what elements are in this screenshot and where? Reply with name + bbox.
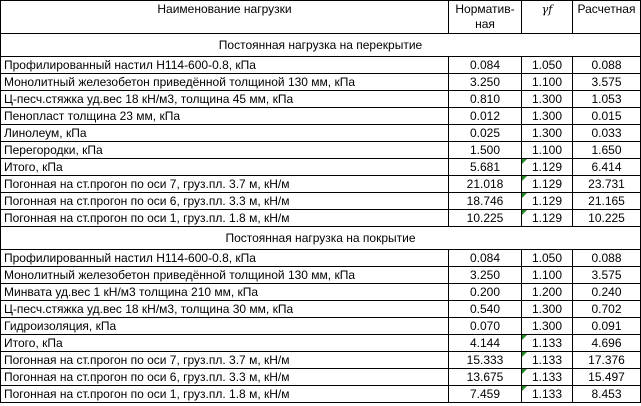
cell-design: 0.015: [573, 108, 641, 125]
table-row: [1, 193, 641, 210]
table-row: [1, 142, 641, 159]
cell-normative: 21.018: [449, 176, 522, 193]
cell-name: Итого, кПа: [1, 335, 449, 352]
cell-gamma: 1.100: [522, 267, 573, 284]
cell-design: 21.165: [573, 193, 641, 210]
cell-design: 4.696: [573, 335, 641, 352]
cell-normative: 0.012: [449, 108, 522, 125]
cell-name: Погонная на ст.прогон по оси 1, груз.пл. 1.8 м, кН/м: [1, 210, 449, 227]
cell-gamma: 1.129: [522, 159, 573, 176]
section-title: Постоянная нагрузка на покрытие: [1, 227, 641, 250]
header-normative: [449, 1, 522, 34]
cell-design: 1.650: [573, 142, 641, 159]
table-row: [1, 369, 641, 386]
cell-normative: 10.225: [449, 210, 522, 227]
cell-design: 6.414: [573, 159, 641, 176]
cell-normative: 13.675: [449, 369, 522, 386]
cell-design: 8.453: [573, 386, 641, 403]
table-row: [1, 284, 641, 301]
table-body: [1, 34, 641, 403]
table-row: [1, 176, 641, 193]
cell-gamma: 1.200: [522, 284, 573, 301]
cell-gamma: 1.100: [522, 142, 573, 159]
cell-normative: 3.250: [449, 74, 522, 91]
cell-gamma: 1.129: [522, 176, 573, 193]
cell-normative: 7.459: [449, 386, 522, 403]
cell-design: 17.376: [573, 352, 641, 369]
cell-name: Итого, кПа: [1, 159, 449, 176]
gamma-symbol: γ: [541, 3, 549, 16]
cell-normative: 5.681: [449, 159, 522, 176]
table-row: [1, 301, 641, 318]
cell-gamma: 1.300: [522, 108, 573, 125]
section-title: Постоянная нагрузка на перекрытие: [1, 34, 641, 57]
cell-gamma: 1.133: [522, 335, 573, 352]
table-row: [1, 108, 641, 125]
header-row: [1, 1, 641, 34]
table-row: [1, 125, 641, 142]
cell-name: Ц-песч.стяжка уд.вес 18 кН/м3, толщина 30 мм, кПа: [1, 301, 449, 318]
gamma-subscript: f: [548, 3, 553, 16]
table-row: [1, 267, 641, 284]
cell-normative: 0.025: [449, 125, 522, 142]
cell-gamma: 1.133: [522, 369, 573, 386]
cell-gamma: 1.133: [522, 386, 573, 403]
cell-normative: 0.200: [449, 284, 522, 301]
table-row: [1, 159, 641, 176]
cell-name: Погонная на ст.прогон по оси 7, груз.пл. 3.7 м, кН/м: [1, 352, 449, 369]
cell-name: Перегородки, кПа: [1, 142, 449, 159]
cell-gamma: 1.300: [522, 125, 573, 142]
cell-gamma: 1.129: [522, 210, 573, 227]
cell-name: Пенопласт толщина 23 мм, кПа: [1, 108, 449, 125]
cell-design: 0.091: [573, 318, 641, 335]
table-row: [1, 386, 641, 403]
cell-gamma: 1.300: [522, 301, 573, 318]
table-row: [1, 210, 641, 227]
table-row: [1, 335, 641, 352]
header-name: Наименование нагрузки: [1, 1, 449, 34]
header-normative-label: Норматив-ная: [455, 2, 515, 31]
table-row: [1, 250, 641, 267]
cell-gamma: 1.100: [522, 74, 573, 91]
section-header: [1, 227, 641, 250]
cell-name: Монолитный железобетон приведённой толщиной 130 мм, кПа: [1, 74, 449, 91]
cell-name: Профилированный настил Н114-600-0.8, кПа: [1, 250, 449, 267]
cell-normative: 1.500: [449, 142, 522, 159]
table-row: [1, 352, 641, 369]
cell-name: Минвата уд.вес 1 кН/м3 толщина 210 мм, кПа: [1, 284, 449, 301]
cell-normative: 0.070: [449, 318, 522, 335]
cell-design: 0.033: [573, 125, 641, 142]
table-row: [1, 318, 641, 335]
table-row: [1, 57, 641, 74]
cell-normative: 0.084: [449, 250, 522, 267]
cell-gamma: 1.129: [522, 193, 573, 210]
cell-name: Погонная на ст.прогон по оси 7, груз.пл. 3.7 м, кН/м: [1, 176, 449, 193]
table-row: [1, 91, 641, 108]
cell-design: 0.702: [573, 301, 641, 318]
cell-name: Линолеум, кПа: [1, 125, 449, 142]
cell-gamma: 1.050: [522, 250, 573, 267]
cell-name: Погонная на ст.прогон по оси 6, груз.пл. 3.3 м, кН/м: [1, 369, 449, 386]
cell-normative: 18.746: [449, 193, 522, 210]
cell-design: 1.053: [573, 91, 641, 108]
cell-design: 3.575: [573, 74, 641, 91]
cell-name: Профилированный настил Н114-600-0.8, кПа: [1, 57, 449, 74]
cell-gamma: 1.050: [522, 57, 573, 74]
cell-name: Ц-песч.стяжка уд.вес 18 кН/м3, толщина 45 мм, кПа: [1, 91, 449, 108]
cell-normative: 3.250: [449, 267, 522, 284]
section-header: [1, 34, 641, 57]
cell-design: 0.088: [573, 250, 641, 267]
cell-gamma: 1.300: [522, 91, 573, 108]
cell-design: 0.088: [573, 57, 641, 74]
cell-normative: 0.810: [449, 91, 522, 108]
cell-normative: 0.540: [449, 301, 522, 318]
cell-design: 10.225: [573, 210, 641, 227]
cell-name: Погонная на ст.прогон по оси 1, груз.пл. 1.8 м, кН/м: [1, 386, 449, 403]
cell-design: 3.575: [573, 267, 641, 284]
cell-design: 15.497: [573, 369, 641, 386]
cell-name: Гидроизоляция, кПа: [1, 318, 449, 335]
cell-gamma: 1.300: [522, 318, 573, 335]
cell-name: Монолитный железобетон приведённой толщиной 130 мм, кПа: [1, 267, 449, 284]
header-design: Расчетная: [573, 1, 641, 34]
cell-normative: 4.144: [449, 335, 522, 352]
table-row: [1, 74, 641, 91]
cell-normative: 15.333: [449, 352, 522, 369]
cell-design: 0.240: [573, 284, 641, 301]
cell-normative: 0.084: [449, 57, 522, 74]
cell-name: Погонная на ст.прогон по оси 6, груз.пл. 3.3 м, кН/м: [1, 193, 449, 210]
header-gamma: [522, 1, 573, 34]
cell-design: 23.731: [573, 176, 641, 193]
cell-gamma: 1.133: [522, 352, 573, 369]
